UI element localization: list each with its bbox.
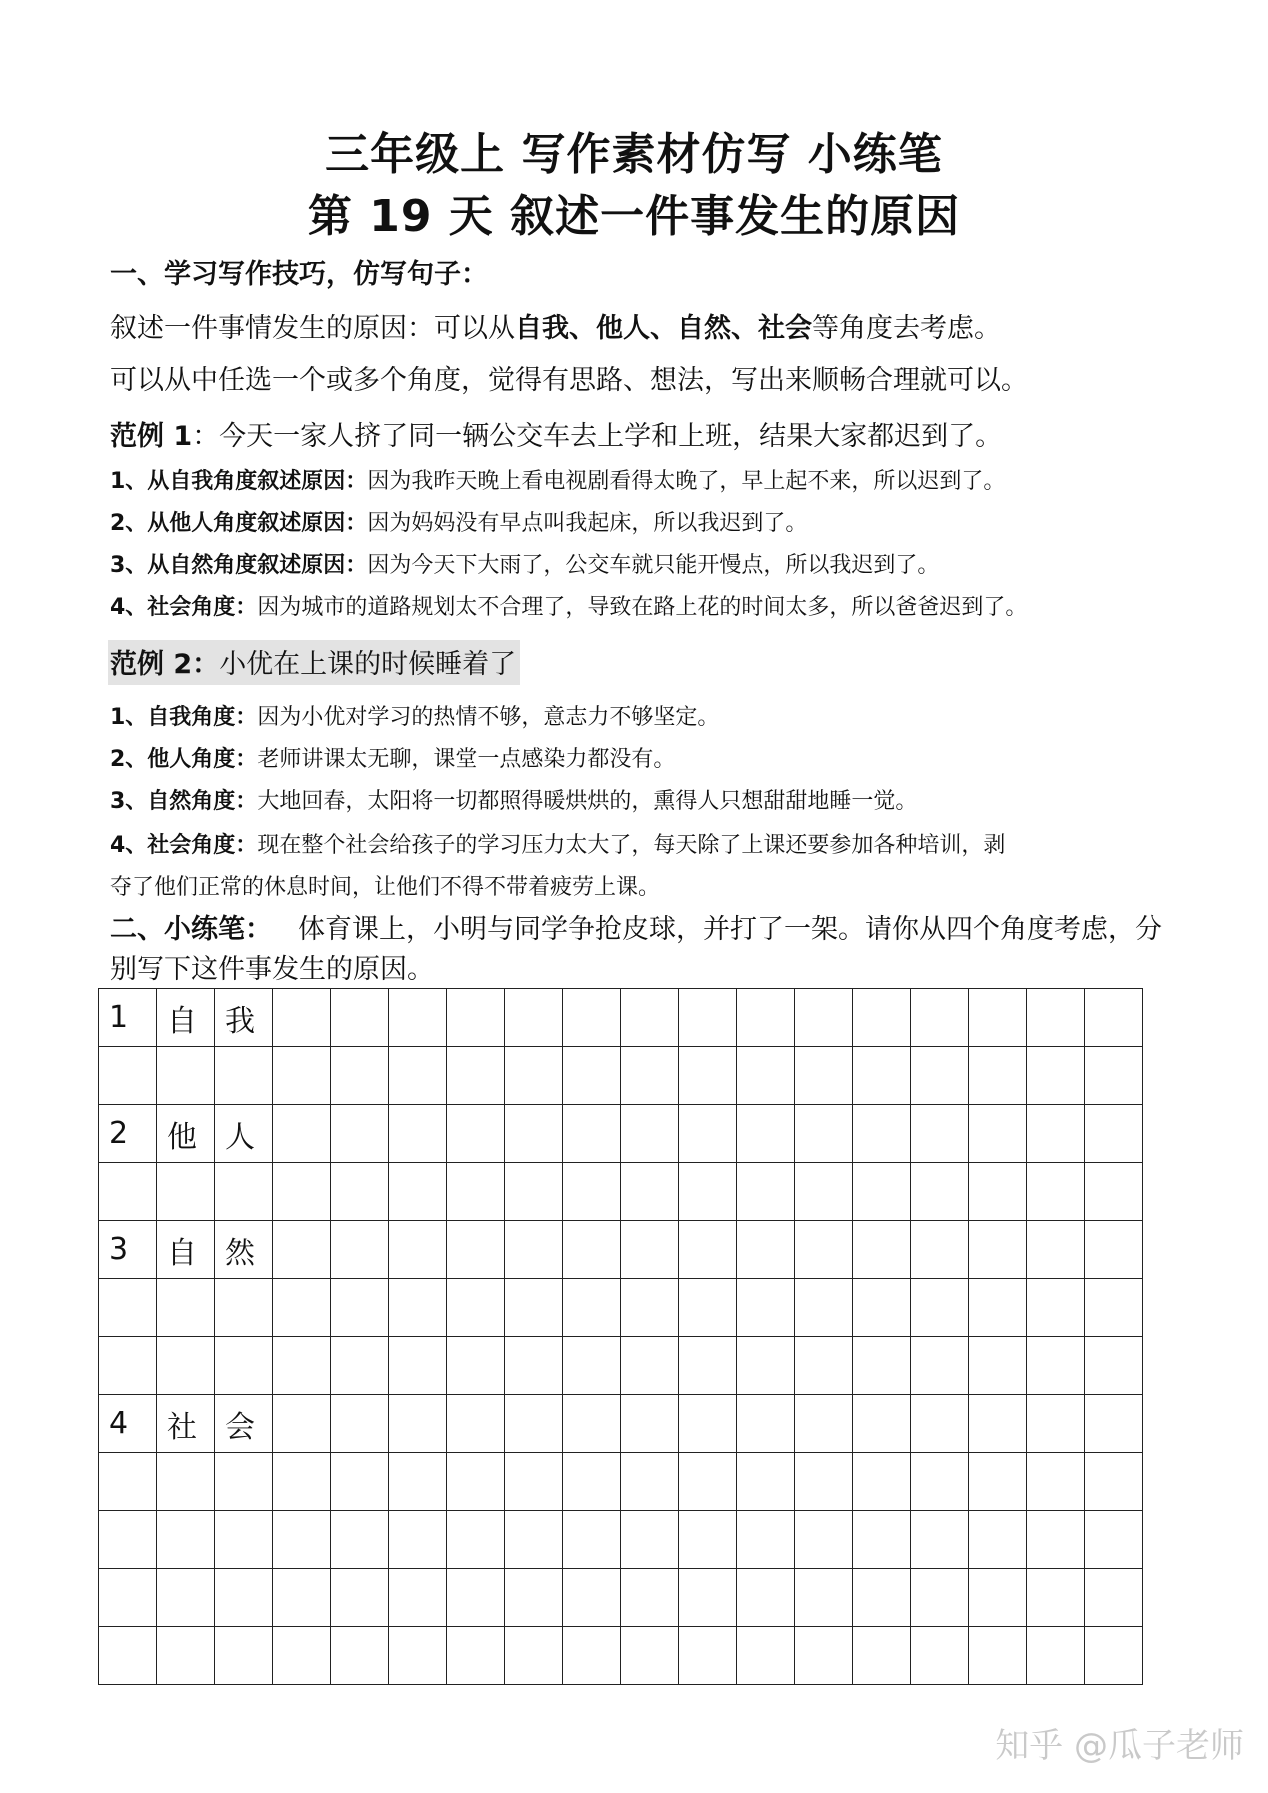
example2-line [108, 640, 520, 685]
grid-cell[interactable] [737, 1627, 795, 1685]
grid-cell[interactable] [621, 1221, 679, 1279]
grid-cell[interactable] [389, 1569, 447, 1627]
grid-cell[interactable] [1027, 1569, 1085, 1627]
grid-cell[interactable] [563, 1395, 621, 1453]
item-text: 因为我昨天晚上看电视剧看得太晚了，早上起不来，所以迟到了。 [367, 469, 1006, 494]
grid-cell[interactable]: 2 [99, 1105, 157, 1163]
grid-cell[interactable] [969, 1105, 1027, 1163]
grid-cell[interactable] [505, 989, 563, 1047]
grid-cell[interactable] [969, 989, 1027, 1047]
grid-cell[interactable] [737, 1105, 795, 1163]
grid-cell[interactable] [969, 1395, 1027, 1453]
section2-prompt [110, 910, 1170, 990]
grid-cell[interactable] [679, 1627, 737, 1685]
example1-line [110, 414, 1002, 453]
grid-cell[interactable] [273, 1453, 331, 1511]
example2-item [110, 828, 1005, 859]
grid-cell[interactable] [447, 1163, 505, 1221]
grid-cell[interactable] [157, 1337, 215, 1395]
grid-cell[interactable] [853, 1569, 911, 1627]
grid-cell[interactable] [795, 1337, 853, 1395]
grid-cell[interactable] [737, 1395, 795, 1453]
watermark: 知乎 @瓜子老师 [995, 1726, 1244, 1766]
grid-cell[interactable] [215, 1511, 273, 1569]
grid-cell[interactable] [1085, 1105, 1143, 1163]
section2-heading: 二、小练笔： [110, 914, 272, 945]
grid-cell[interactable] [1085, 1337, 1143, 1395]
grid-cell[interactable] [1027, 1221, 1085, 1279]
example2-text: 小优在上课的时候睡着了 [219, 649, 517, 680]
grid-cell[interactable] [273, 1163, 331, 1221]
grid-cell[interactable] [795, 1105, 853, 1163]
grid-cell[interactable] [679, 1511, 737, 1569]
grid-cell[interactable] [273, 1105, 331, 1163]
grid-row [99, 1279, 1143, 1337]
grid-cell[interactable] [1027, 989, 1085, 1047]
grid-cell[interactable] [273, 1221, 331, 1279]
writing-grid-table [98, 988, 1143, 1685]
grid-cell[interactable] [853, 1511, 911, 1569]
grid-cell[interactable] [99, 1511, 157, 1569]
example1-label: 范例 1 [110, 421, 193, 452]
grid-cell[interactable] [1027, 1627, 1085, 1685]
grid-cell[interactable] [273, 1395, 331, 1453]
grid-cell[interactable] [563, 1105, 621, 1163]
grid-cell[interactable] [737, 1047, 795, 1105]
grid-cell[interactable] [1085, 1221, 1143, 1279]
grid-cell[interactable] [679, 1337, 737, 1395]
item-text: 因为城市的道路规划太不合理了，导致在路上花的时间太多，所以爸爸迟到了。 [257, 595, 1028, 620]
grid-cell[interactable] [621, 1569, 679, 1627]
item-label: 1、从自我角度叙述原因： [110, 469, 368, 494]
grid-cell[interactable] [273, 1279, 331, 1337]
grid-cell[interactable] [99, 1453, 157, 1511]
grid-cell[interactable] [505, 1395, 563, 1453]
grid-row [99, 1047, 1143, 1105]
grid-cell[interactable] [621, 1337, 679, 1395]
grid-cell[interactable] [1085, 989, 1143, 1047]
item-text: 大地回春，太阳将一切都照得暖烘烘的，熏得人只想甜甜地睡一觉。 [257, 789, 918, 814]
grid-cell[interactable] [447, 1395, 505, 1453]
item-label: 2、他人角度： [110, 747, 258, 772]
grid-cell[interactable] [1085, 1163, 1143, 1221]
grid-cell[interactable] [1027, 1453, 1085, 1511]
grid-row [99, 1337, 1143, 1395]
example2-item-continued [110, 870, 660, 901]
item-text: 因为小优对学习的热情不够，意志力不够坚定。 [257, 705, 720, 730]
grid-cell[interactable] [911, 1279, 969, 1337]
grid-cell[interactable] [273, 1569, 331, 1627]
example2-item [110, 700, 719, 731]
grid-cell[interactable] [795, 1395, 853, 1453]
grid-cell[interactable] [389, 1047, 447, 1105]
grid-cell[interactable] [389, 1221, 447, 1279]
grid-cell[interactable] [99, 1627, 157, 1685]
grid-cell[interactable] [1085, 1395, 1143, 1453]
grid-cell[interactable] [99, 1047, 157, 1105]
grid-cell[interactable] [1027, 1395, 1085, 1453]
item-label: 4、社会角度： [110, 833, 258, 858]
grid-cell[interactable] [795, 1279, 853, 1337]
grid-cell[interactable] [737, 1453, 795, 1511]
grid-cell[interactable] [795, 1221, 853, 1279]
grid-cell[interactable] [563, 1569, 621, 1627]
grid-cell[interactable] [563, 1221, 621, 1279]
grid-cell[interactable] [331, 1221, 389, 1279]
grid-cell[interactable] [911, 989, 969, 1047]
grid-cell[interactable] [795, 989, 853, 1047]
grid-row [99, 1627, 1143, 1685]
grid-cell[interactable] [505, 1511, 563, 1569]
grid-cell[interactable] [679, 1163, 737, 1221]
grid-cell[interactable] [679, 1279, 737, 1337]
example1-item [110, 548, 939, 579]
grid-cell[interactable] [563, 1163, 621, 1221]
grid-cell[interactable] [157, 1047, 215, 1105]
grid-cell[interactable] [853, 1453, 911, 1511]
grid-cell[interactable] [853, 1105, 911, 1163]
grid-cell[interactable] [679, 1047, 737, 1105]
grid-cell[interactable] [331, 989, 389, 1047]
grid-cell[interactable] [99, 1337, 157, 1395]
grid-cell[interactable] [1027, 1279, 1085, 1337]
grid-cell[interactable] [911, 1453, 969, 1511]
section2-prompt-text: 体育课上，小明与同学争抢皮球，并打了一架。请你从四个角度考虑，分别写下这件事发生的原因。 [110, 914, 1162, 985]
grid-cell[interactable] [447, 1337, 505, 1395]
grid-cell[interactable] [331, 1569, 389, 1627]
grid-cell[interactable] [621, 1395, 679, 1453]
grid-cell[interactable] [795, 1453, 853, 1511]
grid-cell[interactable] [215, 1453, 273, 1511]
example2-item [110, 784, 917, 815]
grid-row [99, 1163, 1143, 1221]
grid-cell[interactable] [737, 1337, 795, 1395]
grid-cell[interactable] [679, 1105, 737, 1163]
grid-row [99, 989, 1143, 1047]
example1-item [110, 464, 1005, 495]
grid-cell[interactable] [215, 1047, 273, 1105]
grid-cell[interactable] [679, 1395, 737, 1453]
grid-cell[interactable] [273, 1337, 331, 1395]
intro-line-1 [110, 306, 1001, 345]
grid-cell[interactable]: 4 [99, 1395, 157, 1453]
grid-cell[interactable] [795, 1627, 853, 1685]
item-label: 1、自我角度： [110, 705, 258, 730]
intro1-pre: 叙述一件事情发生的原因：可以从 [110, 313, 515, 344]
grid-cell[interactable] [505, 1453, 563, 1511]
grid-row [99, 1221, 1143, 1279]
grid-cell[interactable] [389, 989, 447, 1047]
grid-cell[interactable] [795, 1511, 853, 1569]
grid-cell[interactable] [447, 1279, 505, 1337]
grid-cell[interactable] [621, 1279, 679, 1337]
grid-cell[interactable] [1085, 1569, 1143, 1627]
grid-cell[interactable] [911, 1395, 969, 1453]
grid-cell[interactable] [389, 1627, 447, 1685]
grid-cell[interactable] [331, 1047, 389, 1105]
grid-row [99, 1395, 1143, 1453]
grid-cell[interactable] [1085, 1279, 1143, 1337]
item-label: 4、社会角度： [110, 595, 258, 620]
grid-cell[interactable] [389, 1105, 447, 1163]
item-label: 3、自然角度： [110, 789, 258, 814]
grid-cell[interactable] [621, 1163, 679, 1221]
grid-cell[interactable] [389, 1453, 447, 1511]
grid-cell[interactable] [389, 1163, 447, 1221]
grid-cell[interactable] [911, 1163, 969, 1221]
grid-cell[interactable] [563, 1453, 621, 1511]
grid-cell[interactable] [621, 1511, 679, 1569]
grid-cell[interactable] [563, 1279, 621, 1337]
grid-cell[interactable] [621, 1453, 679, 1511]
grid-cell[interactable] [215, 1163, 273, 1221]
grid-cell[interactable] [273, 1627, 331, 1685]
grid-row [99, 1569, 1143, 1627]
grid-cell[interactable] [621, 1105, 679, 1163]
grid-cell[interactable] [679, 1453, 737, 1511]
intro-line-2: 可以从中任选一个或多个角度，觉得有思路、想法，写出来顺畅合理就可以。 [110, 365, 1028, 396]
grid-cell[interactable] [99, 1279, 157, 1337]
grid-cell[interactable] [737, 1163, 795, 1221]
grid-cell[interactable] [273, 1047, 331, 1105]
grid-cell[interactable] [447, 1221, 505, 1279]
grid-cell[interactable] [969, 1569, 1027, 1627]
grid-cell[interactable] [331, 1163, 389, 1221]
grid-cell[interactable] [1085, 1627, 1143, 1685]
grid-cell[interactable] [679, 1221, 737, 1279]
example2-item [110, 742, 675, 773]
grid-cell[interactable] [157, 1163, 215, 1221]
grid-cell[interactable] [505, 1047, 563, 1105]
grid-cell[interactable] [969, 1627, 1027, 1685]
grid-cell[interactable] [853, 1221, 911, 1279]
title-line-2: 第 19 天 叙述一件事发生的原因 [307, 191, 961, 242]
item-text: 因为今天下大雨了，公交车就只能开慢点，所以我迟到了。 [367, 553, 940, 578]
grid-cell[interactable] [621, 989, 679, 1047]
grid-cell[interactable]: 1 [99, 989, 157, 1047]
title-line-1: 三年级上 写作素材仿写 小练笔 [325, 129, 943, 180]
grid-cell[interactable] [969, 1279, 1027, 1337]
grid-cell[interactable] [911, 1511, 969, 1569]
example1-text: ：今天一家人挤了同一辆公交车去上学和上班，结果大家都迟到了。 [192, 421, 1003, 452]
grid-cell[interactable] [273, 1511, 331, 1569]
grid-cell[interactable]: 会 [215, 1395, 273, 1453]
grid-cell[interactable] [99, 1569, 157, 1627]
grid-cell[interactable] [853, 1279, 911, 1337]
grid-cell[interactable] [737, 1511, 795, 1569]
intro1-post: 等角度去考虑。 [812, 313, 1001, 344]
grid-cell[interactable]: 自 [157, 989, 215, 1047]
example2-label: 范例 2： [110, 649, 220, 680]
grid-cell[interactable] [331, 1337, 389, 1395]
grid-cell[interactable] [969, 1511, 1027, 1569]
grid-cell[interactable] [389, 1511, 447, 1569]
item-text: 老师讲课太无聊，课堂一点感染力都没有。 [257, 747, 676, 772]
section1-heading: 一、学习写作技巧，仿写句子： [110, 259, 488, 290]
grid-cell[interactable] [1027, 1163, 1085, 1221]
grid-cell[interactable] [911, 1627, 969, 1685]
item-label: 2、从他人角度叙述原因： [110, 511, 368, 536]
grid-cell[interactable] [737, 1279, 795, 1337]
grid-cell[interactable] [853, 989, 911, 1047]
grid-cell[interactable]: 自 [157, 1221, 215, 1279]
grid-cell[interactable] [331, 1279, 389, 1337]
grid-cell[interactable] [447, 1627, 505, 1685]
grid-cell[interactable] [563, 1337, 621, 1395]
grid-cell[interactable] [1027, 1511, 1085, 1569]
grid-cell[interactable]: 我 [215, 989, 273, 1047]
grid-cell[interactable] [795, 1569, 853, 1627]
grid-cell[interactable] [969, 1453, 1027, 1511]
item-text: 夺了他们正常的休息时间，让他们不得不带着疲劳上课。 [110, 875, 661, 900]
grid-cell[interactable]: 人 [215, 1105, 273, 1163]
grid-cell[interactable] [679, 1569, 737, 1627]
grid-cell[interactable] [563, 1047, 621, 1105]
grid-cell[interactable] [447, 1511, 505, 1569]
grid-cell[interactable] [99, 1163, 157, 1221]
item-text: 因为妈妈没有早点叫我起床，所以我迟到了。 [367, 511, 808, 536]
grid-cell[interactable] [157, 1511, 215, 1569]
grid-cell[interactable] [853, 1395, 911, 1453]
grid-cell[interactable] [853, 1047, 911, 1105]
grid-cell[interactable] [911, 1569, 969, 1627]
grid-cell[interactable] [621, 1627, 679, 1685]
grid-cell[interactable] [505, 1163, 563, 1221]
grid-row [99, 1453, 1143, 1511]
grid-cell[interactable] [331, 1627, 389, 1685]
grid-cell[interactable] [157, 1627, 215, 1685]
grid-cell[interactable] [331, 1511, 389, 1569]
grid-cell[interactable] [969, 1337, 1027, 1395]
example1-item [110, 506, 807, 537]
writing-grid[interactable] [98, 988, 1143, 1685]
grid-cell[interactable] [853, 1627, 911, 1685]
grid-cell[interactable] [215, 1627, 273, 1685]
grid-cell[interactable] [505, 1221, 563, 1279]
grid-cell[interactable] [215, 1279, 273, 1337]
grid-cell[interactable] [563, 989, 621, 1047]
grid-cell[interactable] [157, 1453, 215, 1511]
grid-cell[interactable] [563, 1627, 621, 1685]
grid-row [99, 1105, 1143, 1163]
grid-cell[interactable] [447, 989, 505, 1047]
grid-cell[interactable] [215, 1569, 273, 1627]
grid-cell[interactable] [969, 1163, 1027, 1221]
grid-cell[interactable] [969, 1047, 1027, 1105]
grid-cell[interactable] [505, 1569, 563, 1627]
grid-cell[interactable] [389, 1279, 447, 1337]
grid-cell[interactable] [1085, 1453, 1143, 1511]
grid-cell[interactable] [911, 1047, 969, 1105]
grid-cell[interactable] [331, 1105, 389, 1163]
grid-cell[interactable] [1085, 1511, 1143, 1569]
grid-cell[interactable] [505, 1279, 563, 1337]
grid-cell[interactable] [737, 1569, 795, 1627]
grid-cell[interactable] [853, 1163, 911, 1221]
grid-cell[interactable] [969, 1221, 1027, 1279]
grid-cell[interactable] [447, 1453, 505, 1511]
grid-cell[interactable]: 社 [157, 1395, 215, 1453]
grid-cell[interactable] [1027, 1047, 1085, 1105]
grid-cell[interactable] [505, 1627, 563, 1685]
grid-cell[interactable] [737, 989, 795, 1047]
grid-cell[interactable] [853, 1337, 911, 1395]
grid-cell[interactable] [505, 1337, 563, 1395]
grid-cell[interactable] [331, 1453, 389, 1511]
grid-row [99, 1511, 1143, 1569]
grid-cell[interactable] [679, 989, 737, 1047]
grid-cell[interactable] [911, 1221, 969, 1279]
intro1-bold: 自我、他人、自然、社会 [515, 313, 812, 344]
grid-cell[interactable] [1027, 1105, 1085, 1163]
grid-cell[interactable] [795, 1163, 853, 1221]
grid-cell[interactable] [563, 1511, 621, 1569]
grid-cell[interactable]: 他 [157, 1105, 215, 1163]
grid-cell[interactable] [331, 1395, 389, 1453]
grid-cell[interactable] [157, 1569, 215, 1627]
grid-cell[interactable] [1027, 1337, 1085, 1395]
grid-cell[interactable] [447, 1569, 505, 1627]
grid-cell[interactable] [795, 1047, 853, 1105]
grid-cell[interactable]: 3 [99, 1221, 157, 1279]
grid-cell[interactable] [447, 1105, 505, 1163]
grid-cell[interactable] [621, 1047, 679, 1105]
grid-cell[interactable] [911, 1105, 969, 1163]
grid-cell[interactable] [737, 1221, 795, 1279]
grid-cell[interactable] [389, 1395, 447, 1453]
grid-cell[interactable] [1085, 1047, 1143, 1105]
grid-cell[interactable] [447, 1047, 505, 1105]
example1-item [110, 590, 1027, 621]
grid-cell[interactable] [505, 1105, 563, 1163]
grid-cell[interactable] [389, 1337, 447, 1395]
grid-cell[interactable] [157, 1279, 215, 1337]
grid-cell[interactable] [215, 1337, 273, 1395]
grid-cell[interactable]: 然 [215, 1221, 273, 1279]
grid-cell[interactable] [273, 989, 331, 1047]
grid-cell[interactable] [911, 1337, 969, 1395]
item-text: 现在整个社会给孩子的学习压力太大了，每天除了上课还要参加各种培训，剥 [257, 833, 1006, 858]
item-label: 3、从自然角度叙述原因： [110, 553, 368, 578]
